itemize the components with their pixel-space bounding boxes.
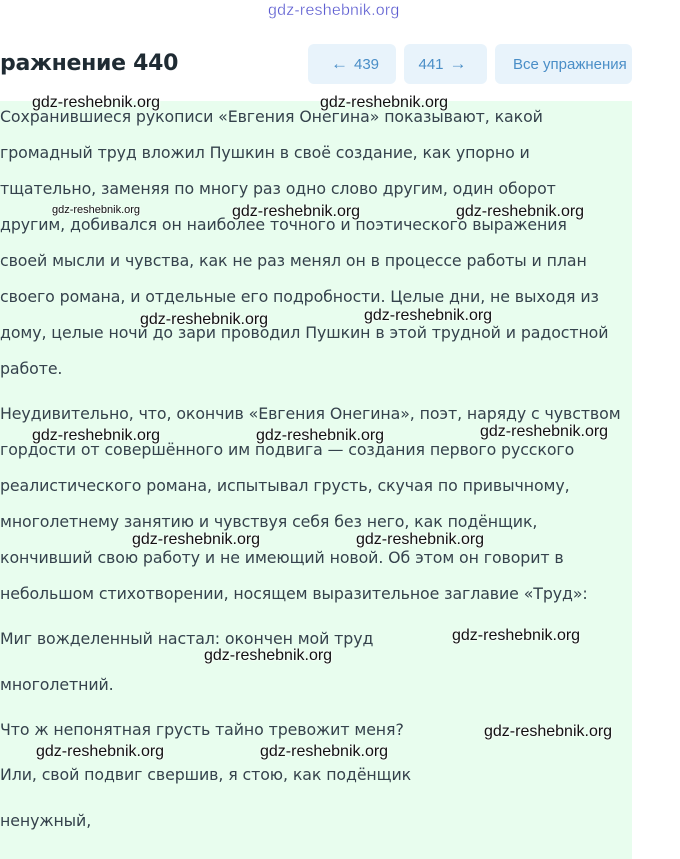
- watermark: gdz-reshebnik.org: [132, 531, 261, 548]
- watermark: gdz-reshebnik.org: [260, 743, 389, 760]
- watermark: gdz-reshebnik.org: [320, 94, 449, 111]
- text-line: Неудивительно, что, окончив «Евгения Онегина», поэт, наряду с чувством: [0, 404, 621, 423]
- text-line: небольшом стихотворении, носящем выразительное заглавие «Труд»:: [0, 584, 588, 603]
- all-exercises-label: Все упражнения: [513, 55, 627, 73]
- arrow-left-icon: ←: [330, 54, 348, 73]
- site-watermark: gdz-reshebnik.org: [268, 2, 400, 19]
- watermark: gdz-reshebnik.org: [456, 203, 585, 220]
- text-line: многолетний.: [0, 675, 114, 694]
- watermark: gdz-reshebnik.org: [32, 427, 161, 444]
- text-line: своей мысли и чувства, как не раз менял он в процессе работы и план: [0, 251, 587, 270]
- watermark: gdz-reshebnik.org: [256, 427, 385, 444]
- text-line: Сохранившиеся рукописи «Евгения Онегина» показывают, какой: [0, 107, 543, 126]
- watermark: gdz-reshebnik.org: [52, 204, 141, 216]
- text-line: кончивший свою работу и не имеющий новой. Об этом он говорит в: [0, 548, 564, 567]
- prev-exercise-label: 439: [353, 55, 380, 73]
- text-line: Что ж непонятная грусть тайно тревожит меня?: [0, 720, 404, 739]
- watermark: gdz-reshebnik.org: [484, 723, 613, 740]
- text-line: Миг вожделенный настал: окончен мой труд: [0, 629, 374, 648]
- text-line: своего романа, и отдельные его подробности. Целые дни, не выходя из: [0, 287, 599, 306]
- watermark: gdz-reshebnik.org: [32, 94, 161, 111]
- text-line: тщательно, заменяя по многу раз одно слово другим, один оборот: [0, 179, 556, 198]
- arrow-right-icon: →: [449, 54, 467, 73]
- watermark: gdz-reshebnik.org: [480, 423, 609, 440]
- text-line: ненужный,: [0, 811, 92, 830]
- text-line: многолетнему занятию и чувствуя себя без него, как подёнщик,: [0, 512, 538, 531]
- watermark: gdz-reshebnik.org: [36, 743, 165, 760]
- watermark: gdz-reshebnik.org: [364, 307, 493, 324]
- watermark: gdz-reshebnik.org: [452, 627, 581, 644]
- watermark: gdz-reshebnik.org: [232, 203, 361, 220]
- prev-exercise-button[interactable]: [308, 44, 396, 84]
- exercise-header: [0, 44, 680, 84]
- text-line: гордости от совершённого им подвига — создания первого русского: [0, 440, 575, 459]
- watermark: gdz-reshebnik.org: [140, 311, 269, 328]
- text-line: другим, добивался он наиболее точного и поэтического выражения: [0, 215, 567, 234]
- next-exercise-button[interactable]: [404, 44, 487, 84]
- next-exercise-label: 441: [418, 55, 444, 73]
- text-line: реалистического романа, испытывал грусть, скучая по привычному,: [0, 476, 570, 495]
- watermark: gdz-reshebnik.org: [204, 647, 333, 664]
- text-line: Или, свой подвиг свершив, я стою, как подёнщик: [0, 765, 412, 784]
- page-title: ражнение 440: [0, 51, 179, 76]
- watermark: gdz-reshebnik.org: [356, 531, 485, 548]
- all-exercises-button[interactable]: [495, 44, 632, 84]
- text-line: громадный труд вложил Пушкин в своё создание, как упорно и: [0, 143, 530, 162]
- text-line: работе.: [0, 359, 63, 378]
- text-line: дому, целые ночи до зари проводил Пушкин в этой трудной и радостной: [0, 323, 609, 342]
